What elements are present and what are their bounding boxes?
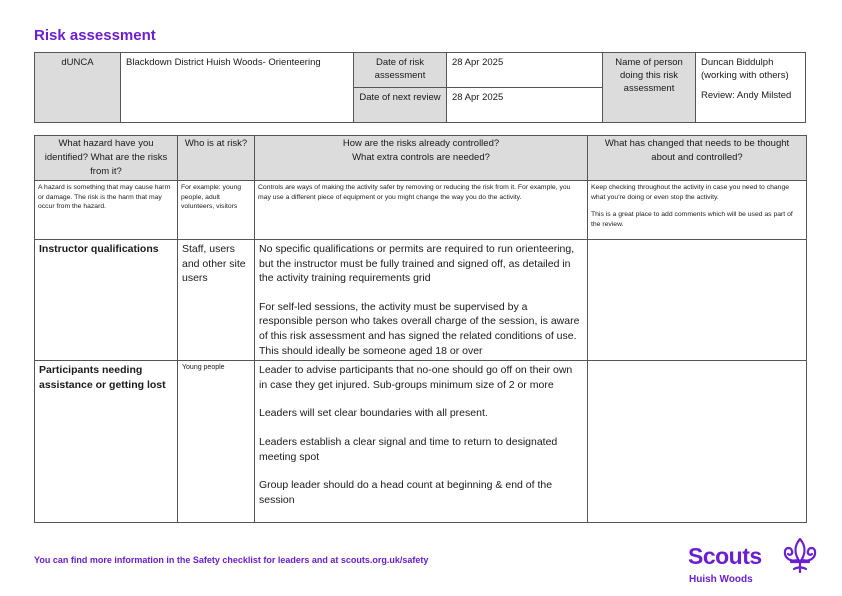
row-2-changed [588, 361, 807, 523]
info-table [34, 52, 806, 123]
row-1-controls [255, 240, 588, 361]
row-2-hazard: Participants needing assistance or getting lost [35, 361, 178, 523]
header-who: Who is at risk? [178, 136, 255, 181]
guide-hazard: A hazard is something that may cause harm or damage. The risk is the harm that may occur from the hazard. [35, 181, 178, 240]
guide-changed-1: Keep checking throughout the activity in case you need to change what you're doing or even stop the activity. [591, 184, 789, 201]
row-2-control-4: Group leader should do a head count at beginning & end of the session [259, 479, 553, 506]
guide-who: For example: young people, adult volunteers, visitors [178, 181, 255, 240]
header-controls [255, 136, 588, 181]
next-review-label: Date of next review [354, 88, 447, 123]
risk-table [34, 135, 807, 523]
scouts-logo [688, 536, 828, 586]
logo-name: Scouts [688, 543, 762, 569]
row-1-control-2: For self-led sessions, the activity must be supervised by a responsible person who takes overall charge of the session, is aware of this risk assessment and has signed the related conditions of use. This should ideally be someone aged 18 or over [259, 300, 580, 357]
guide-changed [588, 181, 807, 240]
row-2-who: Young people [178, 361, 255, 523]
header-controls-line2: What extra controls are needed? [352, 152, 490, 163]
row-2-control-3: Leaders establish a clear signal and time to return to designated meeting spot [259, 435, 558, 463]
date-label: Date of risk assessment [354, 53, 447, 88]
guide-changed-2: This is a great place to add comments which will be used as part of the review. [591, 211, 793, 228]
row-2-control-2: Leaders will set clear boundaries with all present. [259, 407, 488, 420]
row-2-control-1: Leader to advise participants that no-one should go off on their own in case they get injured. Sub-groups minimum size of 2 or more [259, 364, 573, 391]
header-changed: What has changed that needs to be thought about and controlled? [588, 136, 807, 181]
person-note: (working with others) [701, 70, 789, 81]
row-1-hazard: Instructor qualifications [35, 240, 178, 361]
row-1-who: Staff, users and other site users [178, 240, 255, 361]
page-title: Risk assessment [34, 27, 156, 44]
footer-note: You can find more information in the Safety checklist for leaders and at scouts.org.uk/safety [34, 555, 429, 565]
date-value: 28 Apr 2025 [447, 53, 603, 88]
person-name: Duncan Biddulph [701, 57, 774, 68]
group-name: dUNCA [35, 53, 121, 123]
reviewer: Review: Andy Milsted [701, 90, 792, 101]
guide-controls: Controls are ways of making the activity safer by removing or reducing the risk from it. For example, you may use a different piece of equipment or you might change the way you do the activity. [255, 181, 588, 240]
header-hazard: What hazard have you identified? What are the risks from it? [35, 136, 178, 181]
next-review-value: 28 Apr 2025 [447, 88, 603, 123]
fleur-de-lis-icon [780, 536, 820, 576]
row-1-changed [588, 240, 807, 361]
activity-name: Blackdown District Huish Woods- Orienteering [121, 53, 354, 123]
row-2-controls [255, 361, 588, 523]
person-label: Name of person doing this risk assessment [603, 53, 696, 123]
person-cell [696, 53, 806, 123]
row-1-control-1: No specific qualifications or permits are required to run orienteering, but the instructor must be fully trained and signed off, as detailed in the activity training requirements grid [259, 243, 575, 285]
logo-subtitle: Huish Woods [689, 574, 753, 585]
header-controls-line1: How are the risks already controlled? [342, 138, 500, 149]
